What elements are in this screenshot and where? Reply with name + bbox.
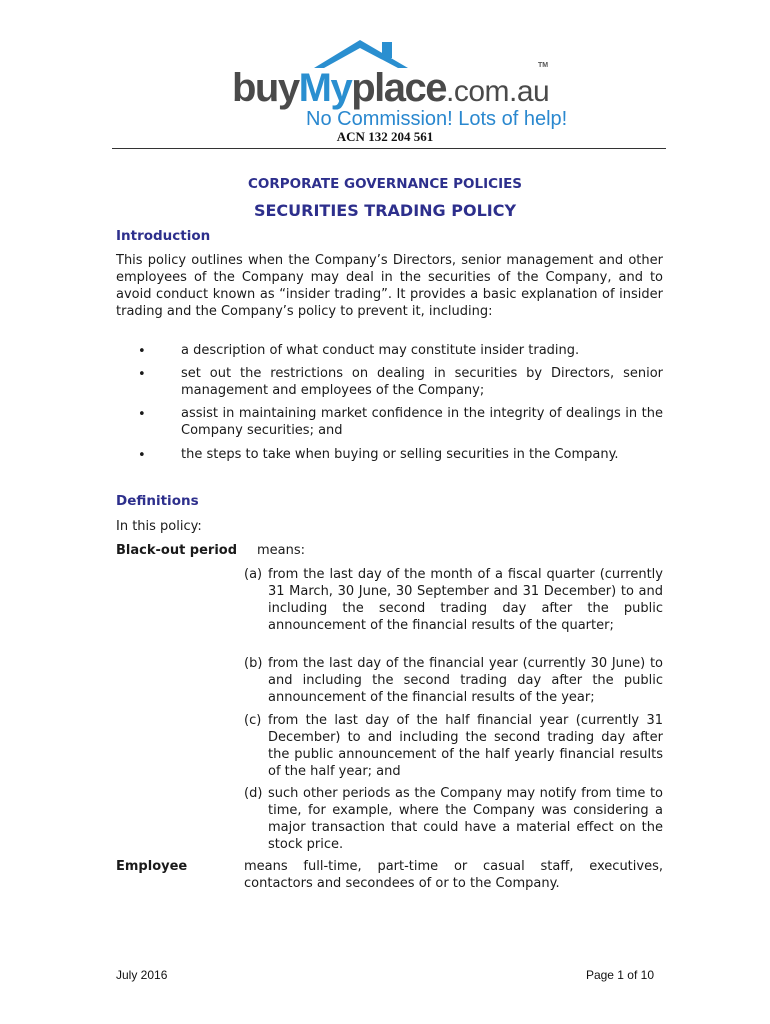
bullet-symbol: •: [138, 448, 146, 463]
logo-word-my: My: [298, 66, 352, 110]
definitions-intro: In this policy:: [116, 519, 202, 534]
trademark-symbol: TM: [538, 62, 549, 69]
introduction-heading: Introduction: [116, 228, 211, 244]
introduction-paragraph: This policy outlines when the Company’s Directors, senior management and other employees of the Company may deal in the securities of the Company, and to avoid conduct known as “insider trading”. It provides a basic explanation of insider trading and the Company’s policy to prevent it, including:: [116, 253, 663, 319]
employee-definition: means full-time, part-time or casual staff, executives, contactors and secondees of or to the Company.: [244, 859, 663, 891]
logo-word-buy: buy: [232, 66, 299, 110]
logo-word-place: place: [351, 66, 446, 110]
document-heading: CORPORATE GOVERNANCE POLICIES: [247, 176, 523, 192]
definition-item-text: from the last day of the half financial year (currently 31 December) to and including the second trading day after the public announcement of the half yearly financial results of the half year; and: [268, 713, 663, 779]
logo-tagline: No Commission! Lots of help!: [306, 108, 568, 130]
bullet-item: a description of what conduct may constitute insider trading.: [181, 343, 580, 358]
definition-item-text: from the last day of the month of a fiscal quarter (currently 31 March, 30 June, 30 September and 31 December) to and including the second trading day after the public announcement of the financial results of the quarter;: [268, 567, 663, 633]
means-label: means:: [257, 543, 306, 558]
definition-item-letter: (b): [244, 656, 263, 671]
definition-item-letter: (d): [244, 786, 263, 801]
definition-item-letter: (c): [244, 713, 262, 728]
bullet-item: the steps to take when buying or selling securities in the Company.: [181, 447, 619, 462]
footer-date: July 2016: [116, 968, 168, 982]
bullet-symbol: •: [138, 407, 146, 422]
definition-item-text: such other periods as the Company may notify from time to time, for example, where the Company was considering a major transaction that could have a material effect on the stock price.: [268, 786, 663, 852]
bullet-item: set out the restrictions on dealing in securities by Directors, senior management and employees of the Company;: [181, 366, 663, 398]
term-employee: Employee: [116, 859, 188, 874]
definition-item-letter: (a): [244, 567, 263, 582]
bullet-symbol: •: [138, 367, 146, 382]
footer-page-number: Page 1 of 10: [585, 968, 654, 982]
bullet-item: assist in maintaining market confidence in the integrity of dealings in the Company securities; and: [181, 406, 663, 438]
logo-wordmark: [232, 68, 549, 108]
logo-word-domain: .com.au: [446, 75, 550, 108]
company-logo: [232, 38, 568, 138]
document-title: SECURITIES TRADING POLICY: [253, 201, 517, 220]
bullet-symbol: •: [138, 344, 146, 359]
definition-item-text: from the last day of the financial year (currently 30 June) to and including the second trading day after the public announcement of the financial results of the year;: [268, 656, 663, 705]
acn-number: ACN 132 204 561: [336, 129, 434, 144]
definitions-heading: Definitions: [116, 493, 199, 509]
term-blackout-period: Black-out period: [116, 543, 238, 558]
header-divider: [112, 148, 666, 149]
